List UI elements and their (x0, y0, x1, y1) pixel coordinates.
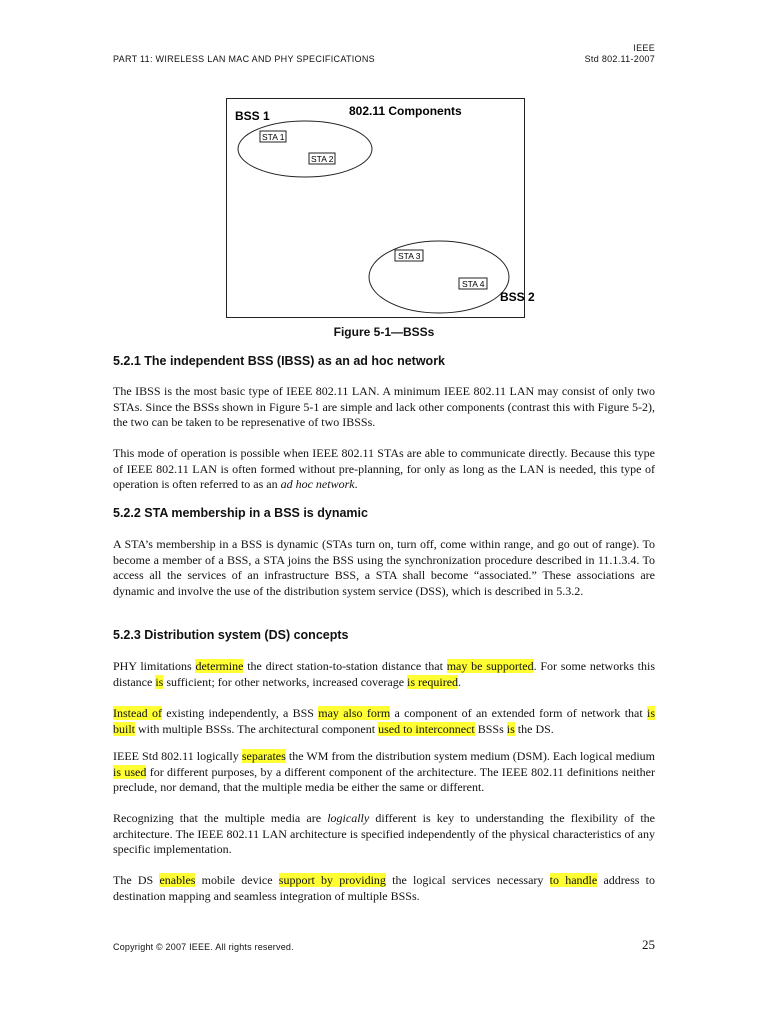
paragraph-ad-hoc (113, 446, 655, 493)
highlight: is built (113, 706, 655, 736)
footer-copyright: Copyright © 2007 IEEE. All rights reserved. (113, 942, 294, 952)
text-run: The DS (113, 873, 160, 887)
text-run: with multiple BSSs. The architectural component (135, 721, 379, 736)
text-run: a component of an extended form of network that (390, 706, 647, 720)
emphasis-logically: logically (327, 811, 370, 825)
text-run: address to destination mapping and seamless integration of multiple BSSs. (113, 873, 655, 903)
highlight: determine (195, 659, 244, 673)
highlight: is required (407, 674, 459, 689)
text-run: This mode of operation is possible when IEEE 802.11 STAs are able to communicate directly. Because this type of IEEE 802.11 LAN is often formed without pre-planning, for only as long as the LAN is needed, this type of operation is often referred to as an (113, 446, 655, 491)
paragraph-ibss-intro: The IBSS is the most basic type of IEEE 802.11 LAN. A minimum IEEE 802.11 LAN may consist of only two STAs. Since the BSSs shown in Figure 5-1 are simple and lack other components (contrast this with Figure 5-2), the two can be taken to be represenative of two IBSSs. (113, 384, 655, 429)
text-run: the DS. (514, 721, 554, 736)
running-header-title: PART 11: WIRELESS LAN MAC AND PHY SPECIFICATIONS (113, 54, 375, 64)
highlight: may be supported (446, 659, 534, 673)
paragraph-ds-services (113, 873, 655, 904)
section-heading-5-2-3: 5.2.3 Distribution system (DS) concepts (113, 628, 349, 642)
text-run: different is key to understanding the flexibility of the architecture. The IEEE 802.11 LAN architecture is specified independently of the physical characteristics of any specific implementation. (113, 811, 655, 856)
figure-title: 802.11 Components (349, 104, 462, 118)
text-run: the direct station-to-station distance that (243, 659, 447, 673)
text-run: . (354, 477, 358, 491)
text-run: . For some networks this distance (113, 659, 656, 689)
running-header-org: IEEE (633, 43, 655, 53)
highlight: used to interconnect (378, 721, 475, 736)
sta3-label: STA 3 (398, 251, 421, 261)
paragraph-logical-media (113, 749, 655, 796)
highlight: enables (159, 873, 196, 887)
highlight: to handle (549, 873, 598, 887)
text-run: BSSs (474, 721, 507, 736)
running-header-std: Std 802.11-2007 (584, 54, 655, 64)
paragraph-sta-membership: A STA’s membership in a BSS is dynamic (STAs turn on, turn off, come within range, and go out of range). To become a member of a BSS, a STA joins the BSS using the synchronization procedure described in 11.1.3.4. To access all the services of an infrastructure BSS, a STA shall become “associated.” These associations are dynamic and involve the use of the distribution system service (DSS), which is described in 5.3.2. (113, 537, 655, 598)
paragraph-flexibility (113, 811, 655, 858)
section-heading-5-2-1: 5.2.1 The independent BSS (IBSS) as an ad hoc network (113, 354, 446, 368)
bss2-label: BSS 2 (500, 290, 535, 304)
paragraph-extended-network (113, 706, 655, 737)
text-run: for different purposes, by a different component of the architecture. The IEEE 802.11 definitions neither preclude, nor demand, that the multiple media be either the same or different. (113, 764, 656, 794)
bss2-ellipse (369, 241, 509, 313)
text-run: . (458, 674, 462, 689)
figure-caption: Figure 5-1—BSSs (333, 325, 435, 339)
bss1-label: BSS 1 (235, 109, 270, 123)
highlight: separates (241, 749, 286, 763)
bss1-ellipse (238, 121, 372, 177)
text-run: the WM from the distribution system medium (DSM). Each logical medium (285, 749, 655, 763)
emphasis-ad-hoc-network: ad hoc network (280, 477, 355, 491)
figure-bss-diagram (226, 98, 535, 318)
highlight: support by providing (278, 873, 386, 887)
sta1-label: STA 1 (262, 132, 285, 142)
text-run: Recognizing that the multiple media are (113, 811, 328, 825)
text-run: sufficient; for other networks, increased coverage (163, 674, 408, 689)
bss-diagram-svg (227, 99, 535, 319)
sta2-label: STA 2 (311, 154, 334, 164)
page-number: 25 (642, 937, 655, 952)
highlight: Instead of (113, 706, 162, 720)
text-run: mobile device (195, 873, 279, 887)
highlight: may also form (318, 706, 391, 720)
highlight: is used (113, 764, 147, 779)
sta4-label: STA 4 (462, 279, 485, 289)
highlight: is (506, 721, 515, 736)
highlight: is (155, 674, 164, 689)
text-run: PHY limitations (113, 659, 196, 673)
text-run: IEEE Std 802.11 logically (113, 749, 242, 763)
text-run: the logical services necessary (385, 873, 550, 887)
section-heading-5-2-2: 5.2.2 STA membership in a BSS is dynamic (113, 506, 368, 520)
paragraph-phy-limitations (113, 659, 655, 690)
text-run: existing independently, a BSS (161, 706, 319, 720)
